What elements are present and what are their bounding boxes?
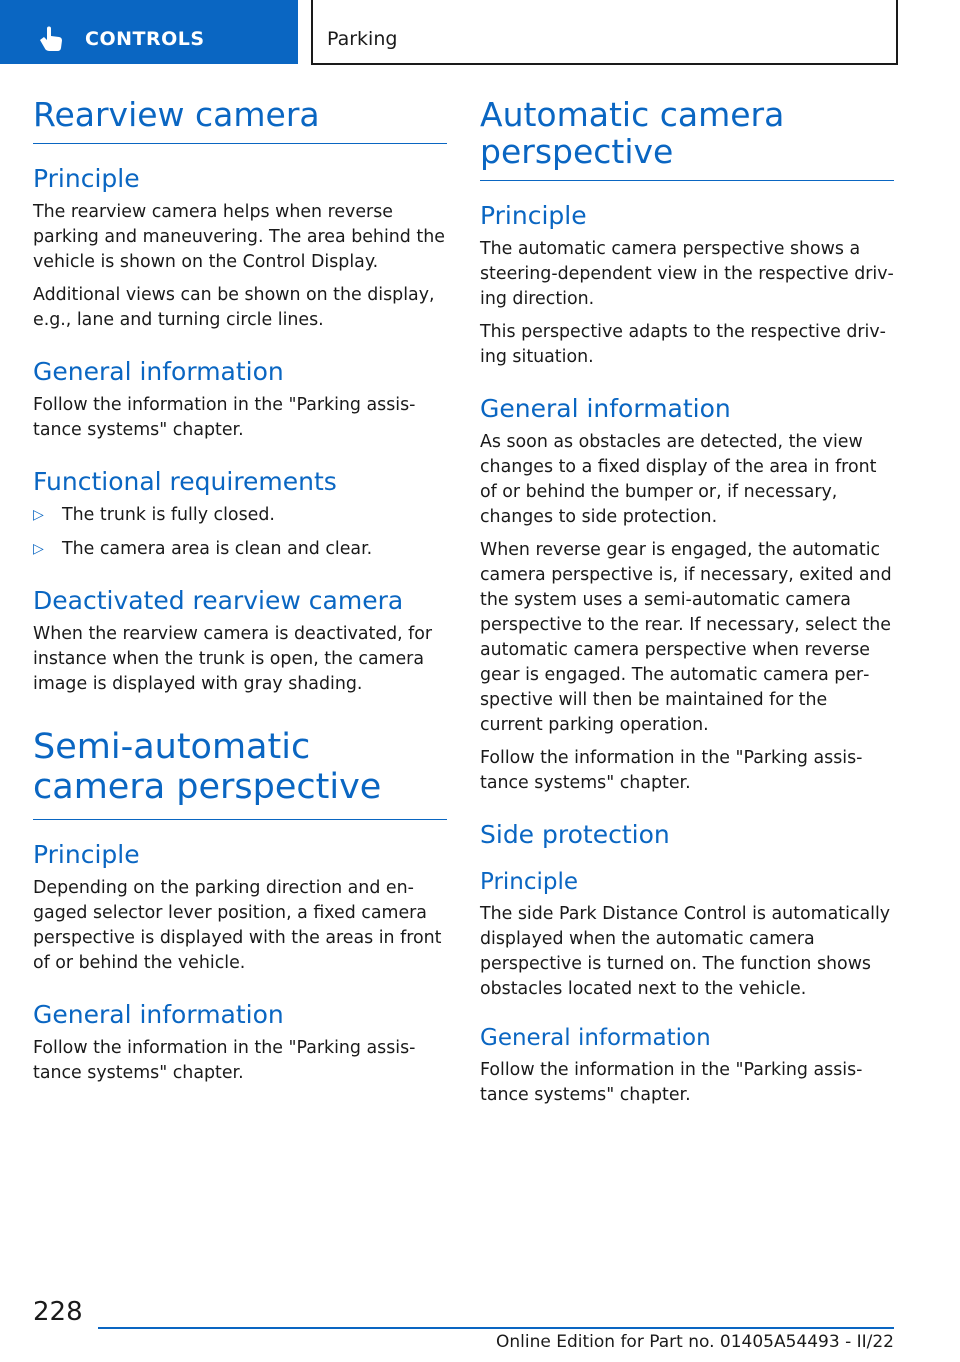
semi-general-text: Follow the information in the "Parking assistance systems" chapter. bbox=[33, 1038, 416, 1083]
list-item bbox=[33, 537, 447, 562]
triangle-right-icon: ▷ bbox=[33, 541, 44, 557]
automatic-general-text-2: When reverse gear is engaged, the automatic camera perspective is, if necessary, exited and the system uses a semi-automatic camera perspective to the rear. If necessary, select the automatic camera perspective when reverse gear is engaged. The automatic camera perspective will then be maintained for the current parking operation. bbox=[480, 540, 892, 735]
automatic-general-text-3: Follow the information in the "Parking assistance systems" chapter. bbox=[480, 748, 863, 793]
side-general-text: Follow the information in the "Parking assistance systems" chapter. bbox=[480, 1060, 863, 1105]
semi-automatic-title: Semi-automatic camera perspective bbox=[33, 727, 447, 820]
page-header bbox=[0, 0, 960, 66]
footer-divider bbox=[98, 1327, 894, 1329]
rearview-camera-title: Rearview camera bbox=[33, 96, 447, 144]
right-column bbox=[480, 96, 894, 1116]
deactivated-text: When the rearview camera is deactivated, for instance when the trunk is open, the camera image is displayed with gray shading. bbox=[33, 624, 433, 694]
rearview-principle-text-2: Additional views can be shown on the display, e.g., lane and turning circle lines. bbox=[33, 285, 435, 330]
semi-principle-text: Depending on the parking direction and engaged selector lever position, a fixed camera perspective is displayed with the areas in front of or behind the vehicle. bbox=[33, 878, 442, 973]
functional-requirements-heading: Functional requirements bbox=[33, 467, 337, 496]
requirements-list bbox=[33, 503, 447, 562]
rearview-principle-text-1: The rearview camera helps when reverse parking and maneuvering. The area behind the vehicle is shown on the Control Display. bbox=[33, 202, 445, 272]
automatic-general-heading: General information bbox=[480, 394, 731, 423]
triangle-right-icon: ▷ bbox=[33, 507, 44, 523]
list-item-text: The camera area is clean and clear. bbox=[62, 539, 373, 559]
automatic-principle-text-2: This perspective adapts to the respective driving situation. bbox=[480, 322, 886, 367]
side-protection-heading: Side protection bbox=[480, 820, 670, 849]
automatic-principle-text-1: The automatic camera perspective shows a steering-dependent view in the respective driving direction. bbox=[480, 239, 894, 309]
hand-pointer-icon bbox=[37, 26, 65, 52]
automatic-principle-heading: Principle bbox=[480, 201, 587, 230]
side-principle-heading: Principle bbox=[480, 869, 579, 895]
rearview-general-heading: General information bbox=[33, 357, 284, 386]
section-label: CONTROLS bbox=[85, 28, 205, 50]
semi-principle-heading: Principle bbox=[33, 840, 140, 869]
rearview-general-text: Follow the information in the "Parking assistance systems" chapter. bbox=[33, 395, 416, 440]
semi-general-heading: General information bbox=[33, 1000, 284, 1029]
footer-edition: Online Edition for Part no. 01405A54493 - II/22 bbox=[495, 1332, 894, 1352]
chapter-label: Parking bbox=[327, 28, 398, 50]
left-column bbox=[33, 96, 447, 1094]
list-item-text: The trunk is fully closed. bbox=[62, 505, 275, 525]
side-principle-text: The side Park Distance Control is automatically displayed when the automatic camera perspective is turned on. The function shows obstacles located next to the vehicle. bbox=[480, 904, 891, 999]
automatic-general-text-1: As soon as obstacles are detected, the view changes to a fixed display of the area in front of or behind the bumper or, if necessary, changes to side protection. bbox=[480, 432, 877, 527]
side-general-heading: General information bbox=[480, 1025, 711, 1051]
automatic-camera-title: Automatic camera perspective bbox=[480, 96, 894, 181]
page-number: 228 bbox=[33, 1297, 83, 1327]
chapter-box bbox=[311, 0, 898, 65]
semi-automatic-section bbox=[33, 727, 447, 1086]
deactivated-heading: Deactivated rearview camera bbox=[33, 586, 404, 615]
list-item bbox=[33, 503, 447, 528]
rearview-principle-heading: Principle bbox=[33, 164, 140, 193]
section-tab bbox=[0, 0, 298, 64]
